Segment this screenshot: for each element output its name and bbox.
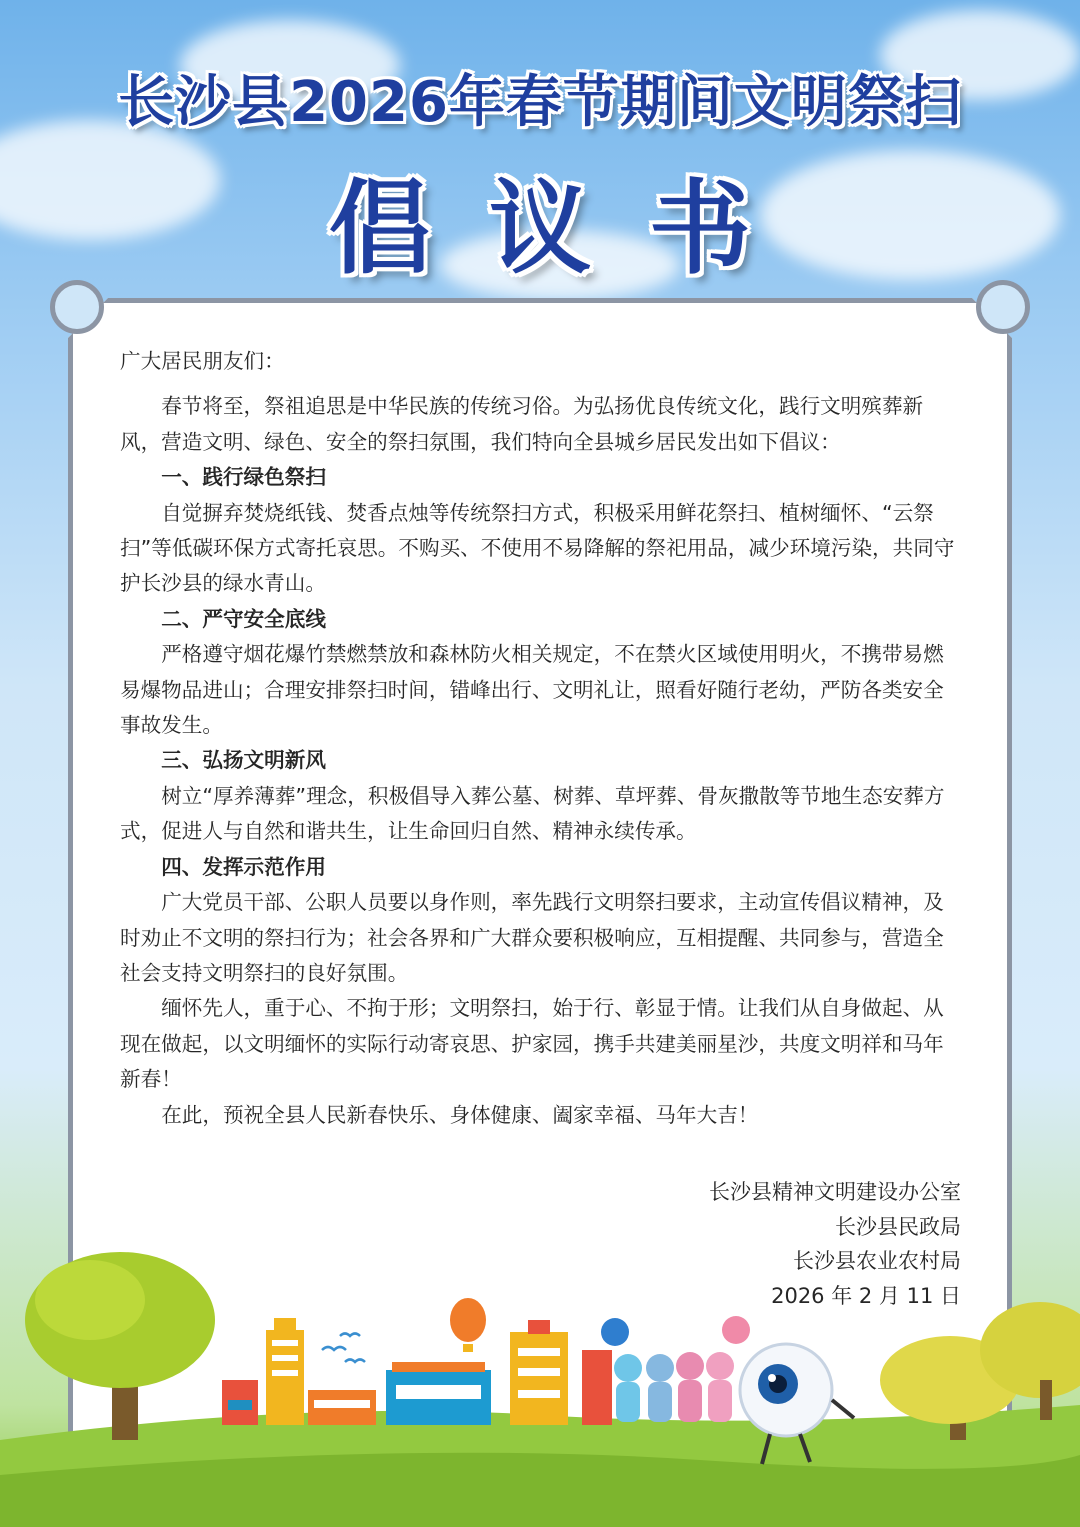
panel-corner-right (976, 280, 1030, 334)
signature-date: 2026 年 2 月 11 日 (771, 1283, 961, 1308)
panel-corner-left (50, 280, 104, 334)
section-body: 树立“厚养薄葬”理念，积极倡导入葬公墓、树葬、草坪葬、骨灰撒散等节地生态安葬方式，促进人与自然和谐共生，让生命回归自然、精神永续传承。 (120, 783, 945, 844)
section-heading: 四、发挥示范作用 (161, 854, 326, 879)
section-body: 广大党员干部、公职人员要以身作则，率先践行文明祭扫要求，主动宣传倡议精神，及时劝止不文明的祭扫行为；社会各界和广大群众要积极响应，互相提醒、共同参与，营造全社会支持文明祭扫的良好氛围。 (120, 890, 944, 985)
poster-title: 长沙县2026年春节期间文明祭扫 (118, 70, 962, 135)
hot-air-balloon-icon (450, 1298, 486, 1352)
section-heading: 二、严守安全底线 (161, 606, 326, 631)
salutation: 广大居民朋友们： (120, 349, 285, 373)
bottom-illustration (0, 1240, 1080, 1527)
tree-icon (25, 1252, 215, 1440)
children-silhouette-icon (601, 1316, 750, 1422)
birds-icon (322, 1334, 365, 1363)
letter-body (120, 344, 962, 1133)
section-body: 严格遵守烟花爆竹禁燃禁放和森林防火相关规定，不在禁火区域使用明火，不携带易燃易爆物品进山；合理安排祭扫时间，错峰出行、文明礼让，照看好随行老幼，严防各类安全事故发生。 (120, 642, 944, 738)
wishes-paragraph: 在此，预祝全县人民新春快乐、身体健康、阖家幸福、马年大吉！ (161, 1102, 759, 1127)
closing-paragraph: 缅怀先人，重于心、不拘于形；文明祭扫，始于行、彰显于情。让我们从自身做起、从现在做起，以文明缅怀的实际行动寄哀思、护家园，携手共建美丽星沙，共度文明祥和马年新春！ (120, 996, 944, 1092)
section-heading: 一、践行绿色祭扫 (161, 465, 326, 490)
poster-subtitle: 倡议书 (329, 170, 809, 289)
intro-paragraph: 春节将至，祭祖追思是中华民族的传统习俗。为弘扬优良传统文化，践行文明殡葬新风，营造文明、绿色、安全的祭扫氛围，我们特向全县城乡居民发出如下倡议： (120, 394, 924, 454)
signature-org: 长沙县民政局 (835, 1214, 961, 1239)
section-heading: 三、弘扬文明新风 (161, 748, 326, 773)
section-body: 自觉摒弃焚烧纸钱、焚香点烛等传统祭扫方式，积极采用鲜花祭扫、植树缅怀、“云祭扫”等低碳环保方式寄托哀思。不购买、不使用不易降解的祭祀用品，减少环境污染，共同守护长沙县的绿水青山。 (120, 500, 955, 596)
signature-org: 长沙县农业农村局 (793, 1249, 961, 1273)
signature-org: 长沙县精神文明建设办公室 (709, 1180, 961, 1204)
building-icon (222, 1318, 612, 1425)
